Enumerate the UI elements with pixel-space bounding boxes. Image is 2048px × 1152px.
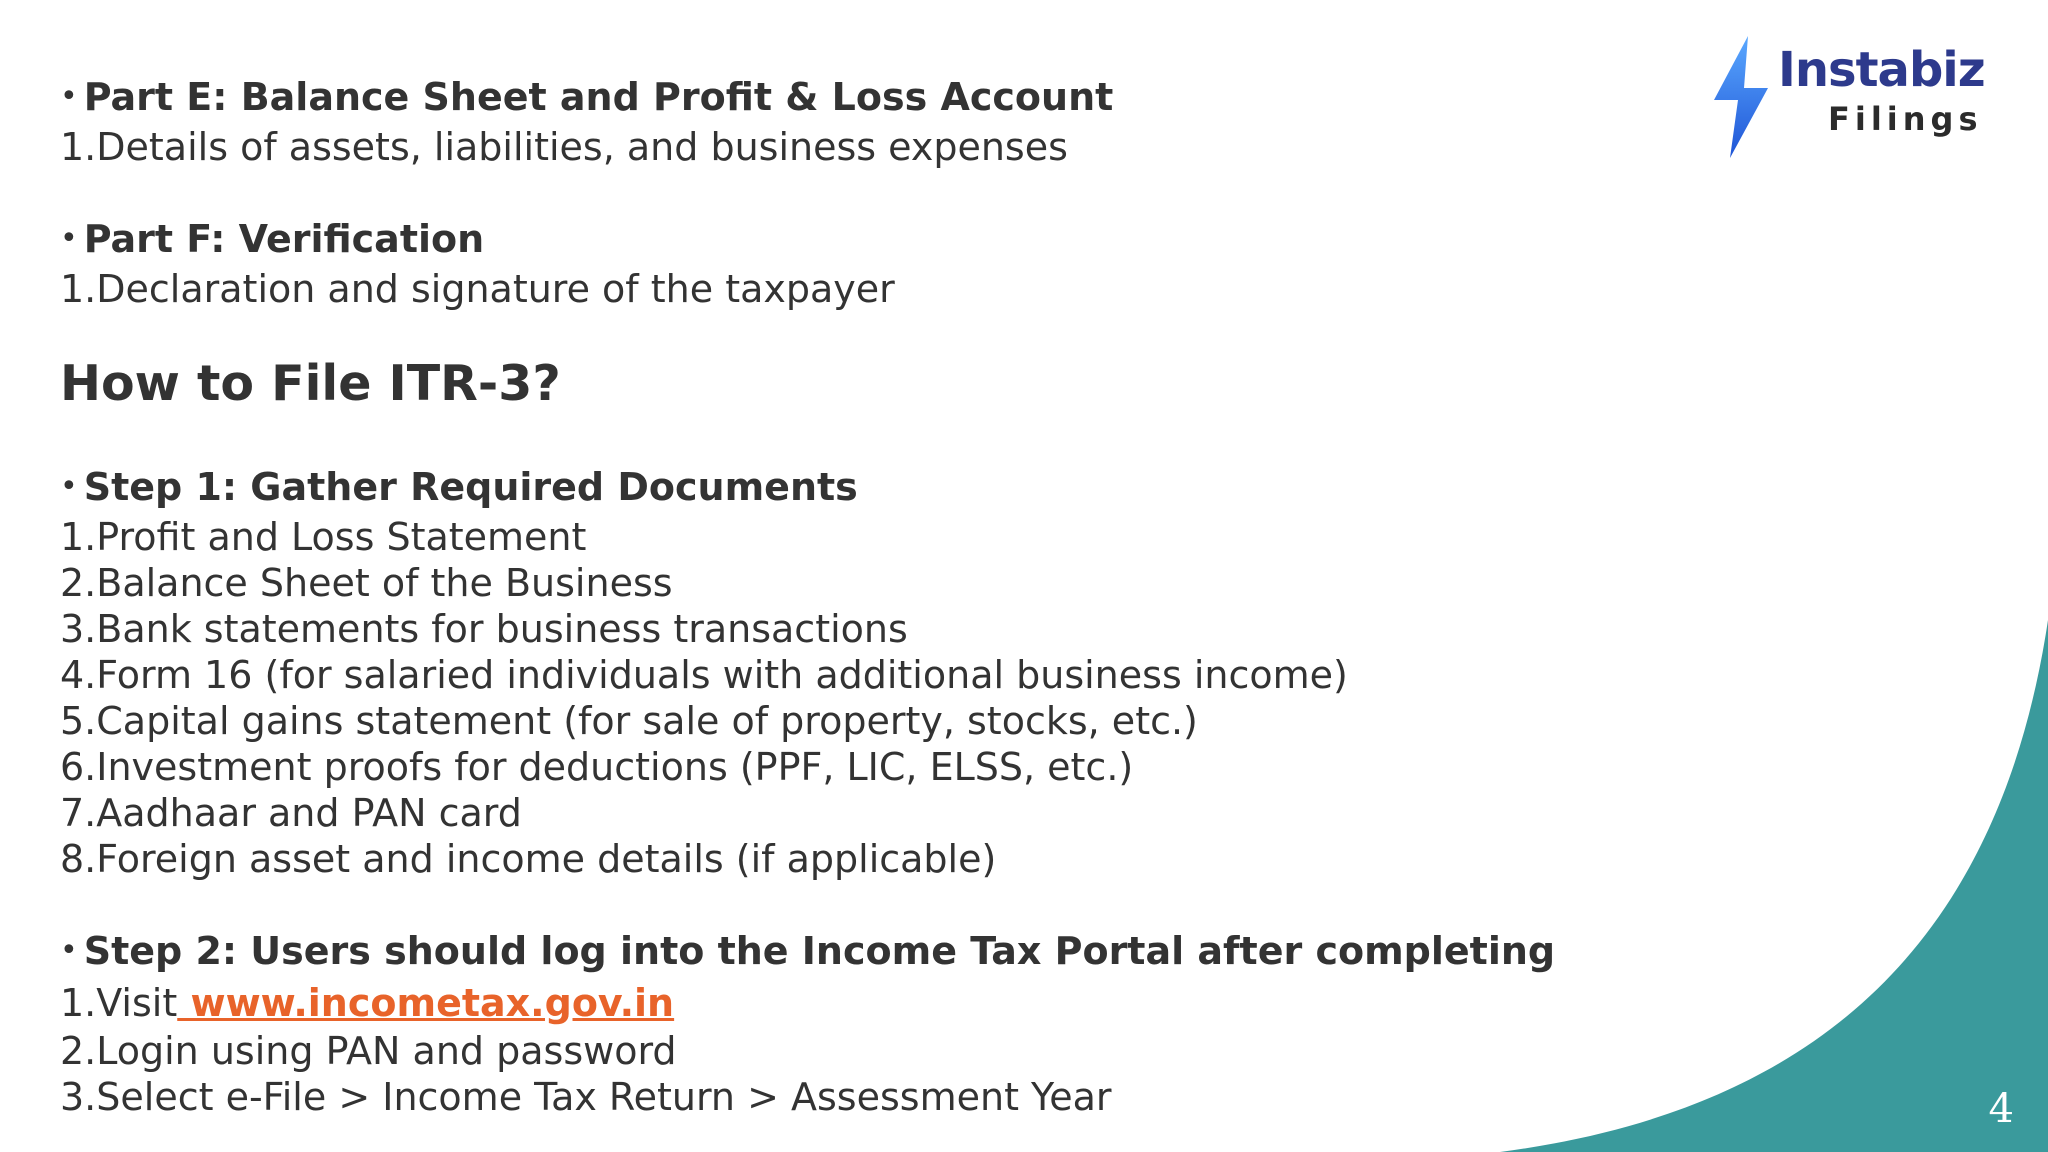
lightning-bolt-icon [1708,34,1774,160]
bullet-icon: • [60,79,78,114]
list-item: 2.Balance Sheet of the Business [60,561,673,605]
logo-name: Instabiz [1778,42,1985,98]
step1-heading: • Step 1: Gather Required Documents [60,465,858,509]
list-item: 5.Capital gains statement (for sale of property, stocks, etc.) [60,699,1198,743]
page-number: 4 [1988,1086,2014,1132]
step1-section [60,464,1620,882]
section-title: How to File ITR-3? [60,355,561,412]
list-item: 3.Bank statements for business transactions [60,607,908,651]
visit-prefix: 1.Visit [60,981,178,1025]
list-item: 7.Aadhaar and PAN card [60,791,522,835]
bullet-icon: • [60,469,78,504]
part-f-item: 1.Declaration and signature of the taxpayer [60,267,895,311]
part-f-section [60,216,1620,312]
bullet-icon: • [60,221,78,256]
part-f-heading: • Part F: Verification [60,217,485,261]
part-e-section [60,74,1620,170]
step2-section [60,928,1620,1120]
list-item: 1.Profit and Loss Statement [60,515,587,559]
list-item: 6.Investment proofs for deductions (PPF, LIC, ELSS, etc.) [60,745,1134,789]
part-e-heading: • Part E: Balance Sheet and Profit & Loss Account [60,75,1114,119]
step2-heading: • Step 2: Users should log into the Income Tax Portal after completing [60,929,1556,973]
logo-subtitle: Filings [1828,100,1983,138]
list-item: 3.Select e-File > Income Tax Return > Assessment Year [60,1075,1112,1119]
part-e-item: 1.Details of assets, liabilities, and business expenses [60,125,1068,169]
slide-content [60,74,1620,1120]
instabiz-logo [1708,34,2008,164]
list-item: 4.Form 16 (for salaried individuals with additional business income) [60,653,1348,697]
bullet-icon: • [60,933,78,968]
list-item: 8.Foreign asset and income details (if applicable) [60,837,997,881]
list-item: 2.Login using PAN and password [60,1029,677,1073]
incometax-link[interactable]: www.incometax.gov.in [177,981,675,1025]
visit-line [60,978,1620,1028]
